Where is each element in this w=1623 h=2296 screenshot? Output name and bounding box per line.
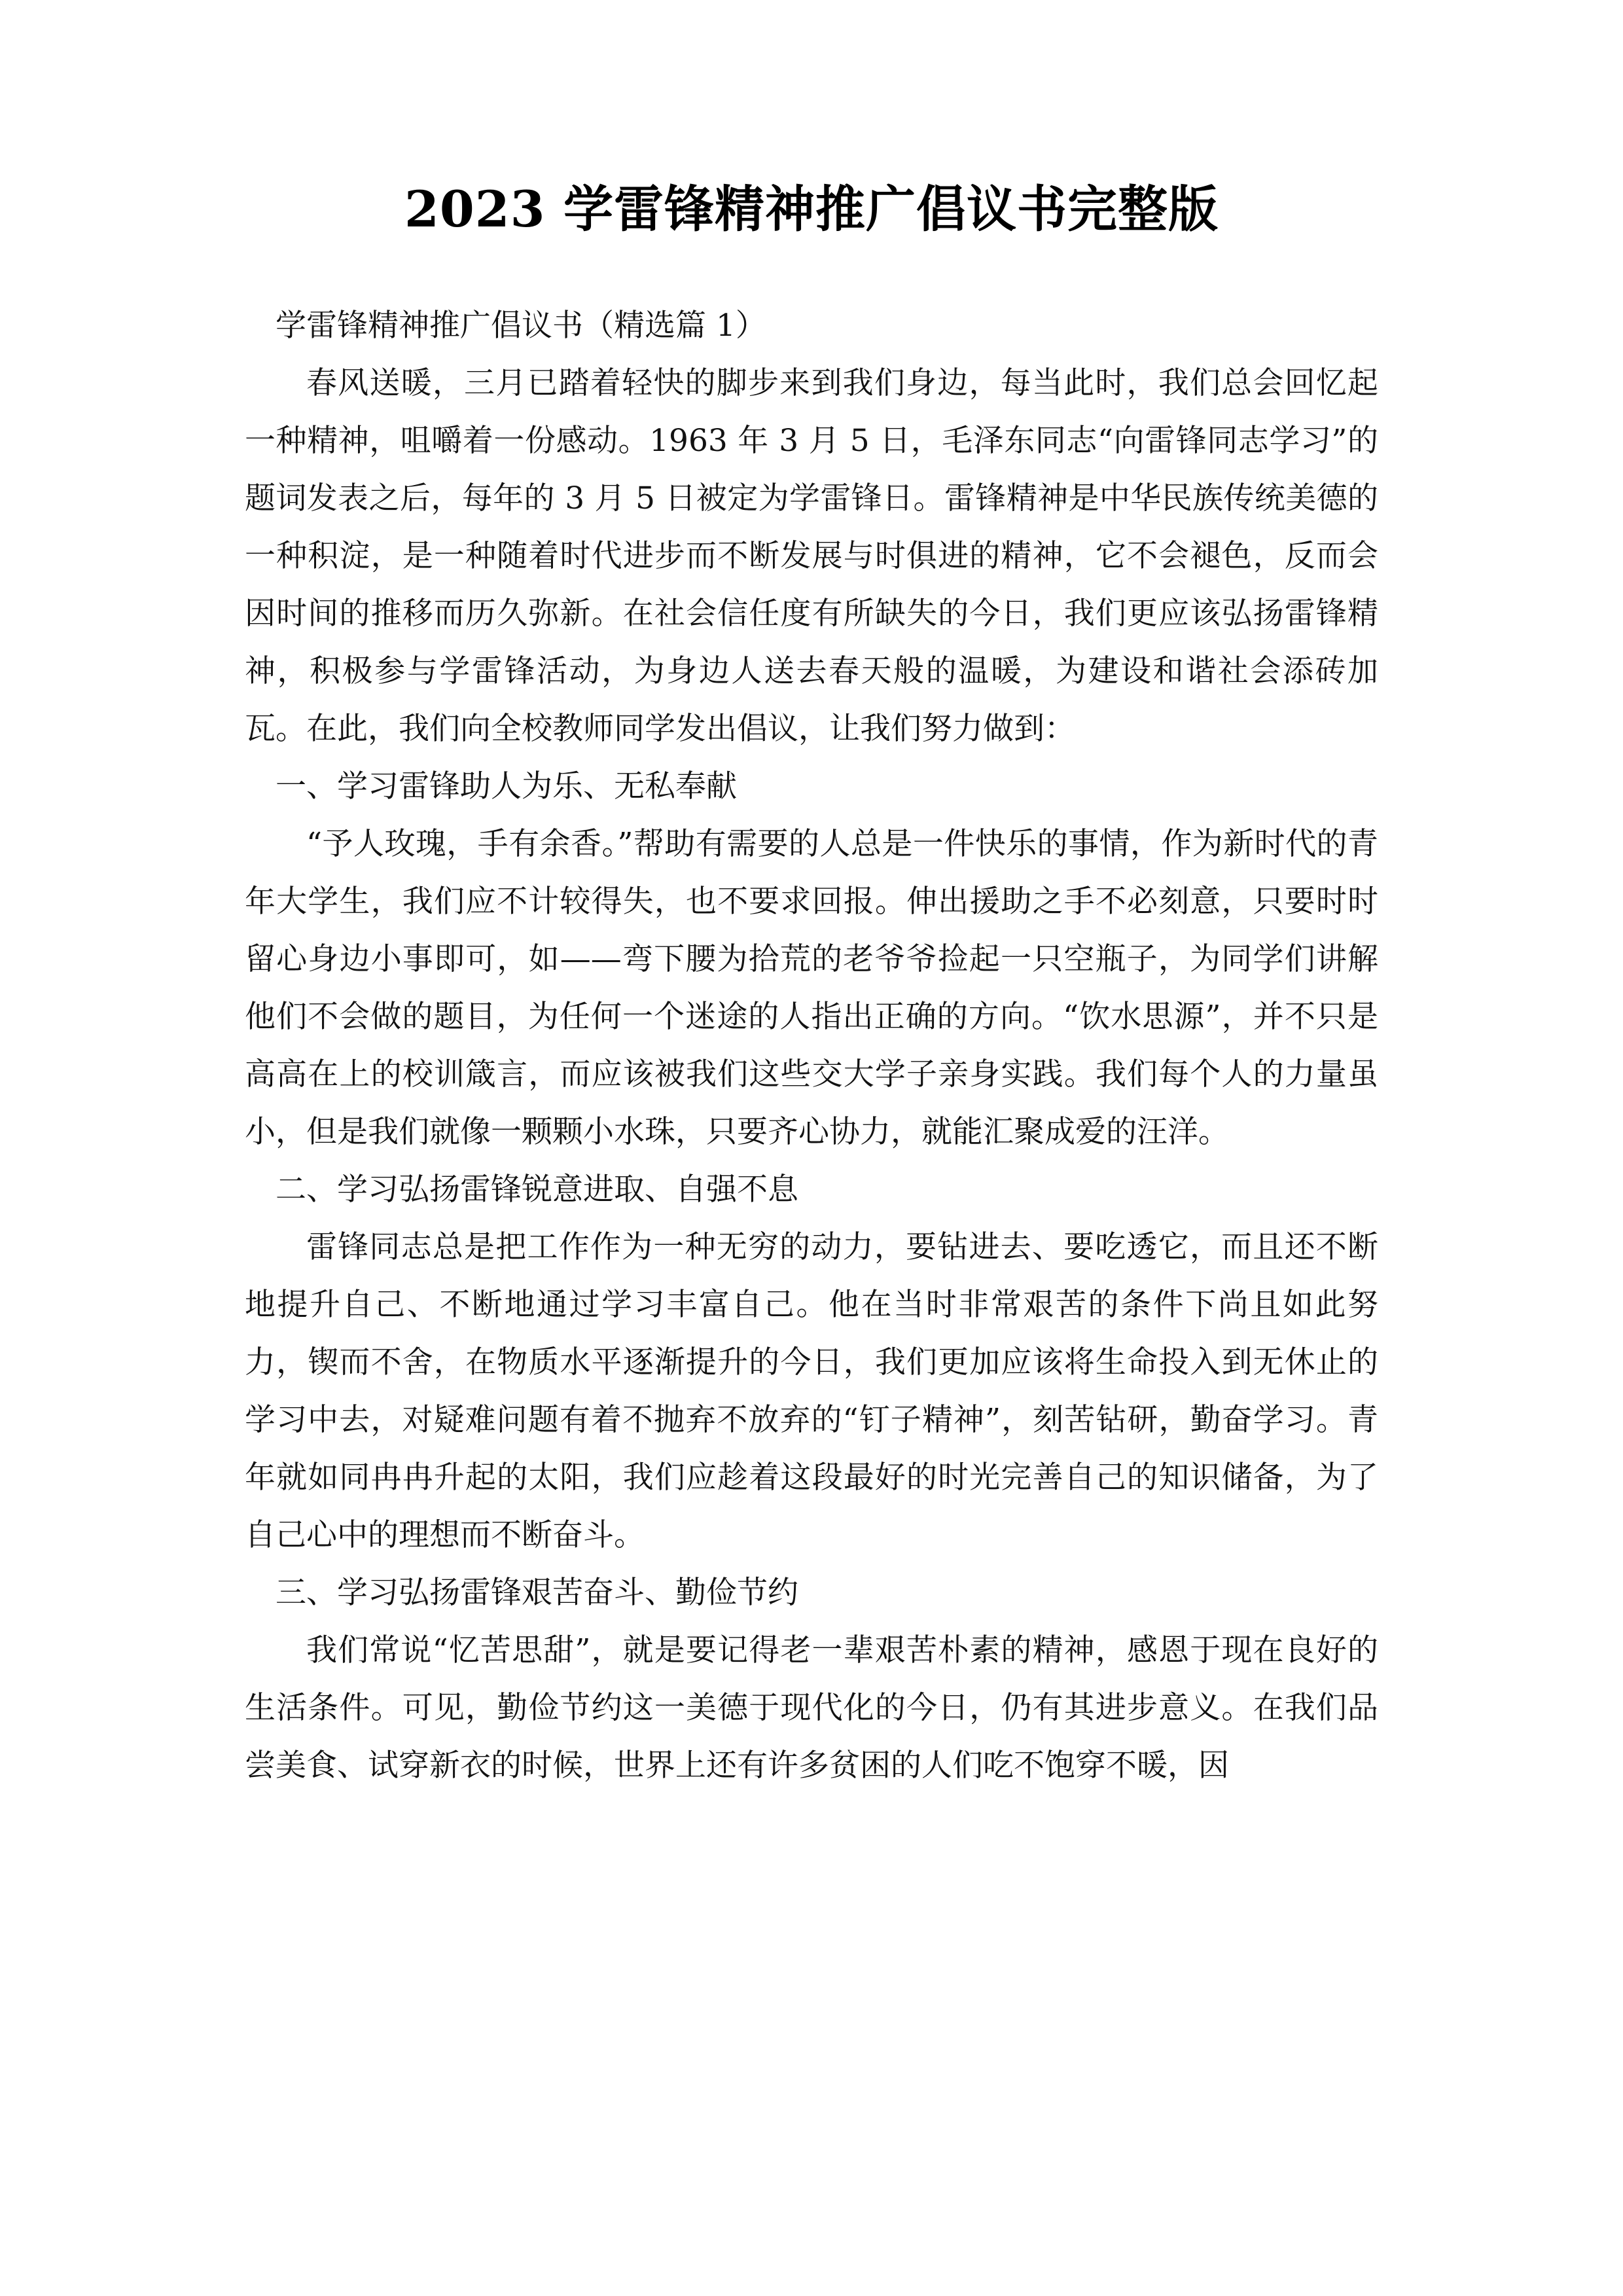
document-body — [245, 241, 1378, 1795]
paragraph-section-2: 雷锋同志总是把工作作为一种无穷的动力，要钻进去、要吃透它，而且还不断地提升自己、不断地通过学习丰富自己。他在当时非常艰苦的条件下尚且如此努力，锲而不舍，在物质水平逐渐提升的今日，我们更加应该将生命投入到无休止的学习中去，对疑难问题有着不抛弃不放弃的“钉子精神”，刻苦钻研，勤奋学习。青年就如同冉冉升起的太阳，我们应趁着这段最好的时光完善自己的知识储备，为了自己心中的理想而不断奋斗。 — [245, 1229, 1378, 1553]
section-heading-1: 一、学习雷锋助人为乐、无私奉献 — [276, 768, 737, 804]
section-heading-2: 二、学习弘扬雷锋锐意进取、自强不息 — [276, 1172, 798, 1208]
paragraph-section-3: 我们常说“忆苦思甜”，就是要记得老一辈艰苦朴素的精神，感恩于现在良好的生活条件。可见，勤俭节约这一美德于现代化的今日，仍有其进步意义。在我们品尝美食、试穿新衣的时候，世界上还有许多贫困的人们吃不饱穿不暖，因 — [245, 1632, 1378, 1784]
page-content — [245, 0, 1378, 1795]
page-title: 2023 学雷锋精神推广倡议书完整版 — [404, 180, 1219, 238]
paragraph-section-1: “予人玫瑰，手有余香。”帮助有需要的人总是一件快乐的事情，作为新时代的青年大学生，我们应不计较得失，也不要求回报。伸出援助之手不必刻意，只要时时留心身边小事即可，如——弯下腰为拾荒的老爷爷捡起一只空瓶子，为同学们讲解他们不会做的题目，为任何一个迷途的人指出正确的方向。“饮水思源”，并不只是高高在上的校训箴言，而应该被我们这些交大学子亲身实践。我们每个人的力量虽小，但是我们就像一颗颗小水珠，只要齐心协力，就能汇聚成爱的汪洋。 — [245, 826, 1378, 1150]
document-subtitle: 学雷锋精神推广倡议书（精选篇 1） — [276, 308, 766, 344]
section-heading-3: 三、学习弘扬雷锋艰苦奋斗、勤俭节约 — [276, 1575, 798, 1611]
paragraph-intro: 春风送暖，三月已踏着轻快的脚步来到我们身边，每当此时，我们总会回忆起一种精神，咀嚼着一份感动。1963 年 3 月 5 日，毛泽东同志“向雷锋同志学习”的题词发表之后，每年的 3 月 5 日被定为学雷锋日。雷锋精神是中华民族传统美德的一种积淀，是一种随着时代进步而不断发展与时俱进的精神，它不会褪色，反而会因时间的推移而历久弥新。在社会信任度有所缺失的今日，我们更应该弘扬雷锋精神，积极参与学雷锋活动，为身边人送去春天般的温暖，为建设和谐社会添砖加瓦。在此，我们向全校教师同学发出倡议，让我们努力做到： — [245, 365, 1378, 747]
